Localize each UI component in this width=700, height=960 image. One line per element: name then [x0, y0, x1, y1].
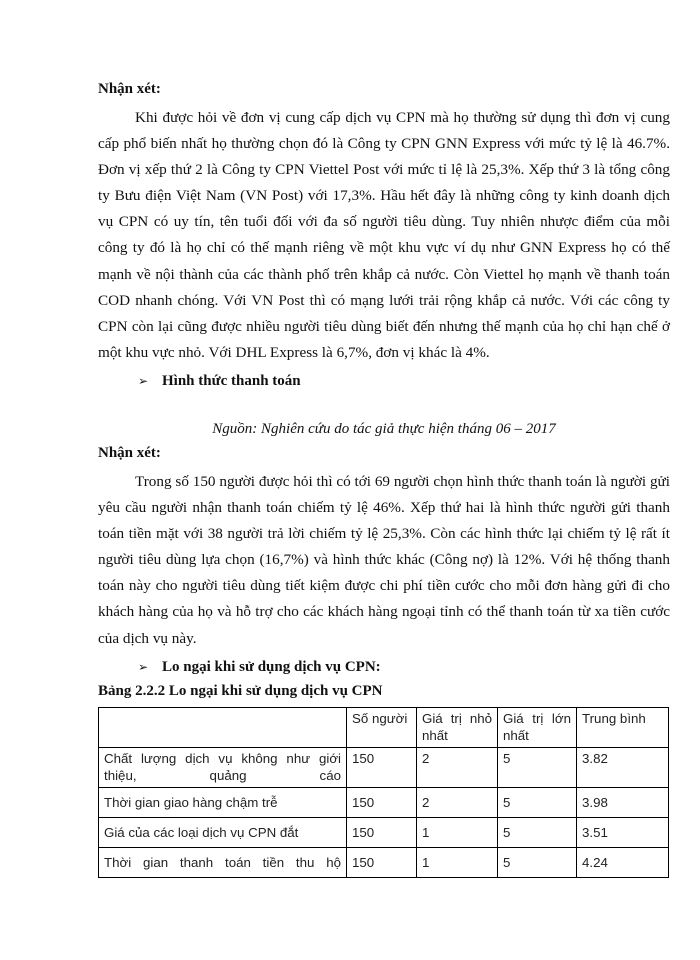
- bullet-heading-text: Lo ngại khi sử dụng dịch vụ CPN:: [162, 658, 381, 675]
- table-cell: Chất lượng dịch vụ không như giới thiệu, quảng cáo: [99, 747, 347, 787]
- table-cell: 1: [417, 817, 498, 847]
- table-cell: 150: [347, 847, 417, 877]
- section-heading: Nhận xét:: [98, 444, 161, 461]
- table-cell: 5: [498, 817, 577, 847]
- table-cell: 150: [347, 747, 417, 787]
- table-cell: 5: [498, 787, 577, 817]
- table-header-cell: Giá trị lớn nhất: [498, 707, 577, 747]
- table-cell: 2: [417, 747, 498, 787]
- table-cell: 4.24: [577, 847, 669, 877]
- document-page: [98, 78, 670, 878]
- arrow-bullet-icon: ➢: [138, 659, 149, 674]
- table-cell: Thời gian giao hàng chậm trễ: [99, 787, 347, 817]
- table-row: [99, 787, 669, 817]
- table-header-cell: Trung bình: [577, 707, 669, 747]
- bullet-heading: [98, 370, 670, 392]
- table-row: [99, 847, 669, 877]
- table-cell: 5: [498, 847, 577, 877]
- paragraph: Trong số 150 người được hỏi thì có tới 69 người chọn hình thức thanh toán là người gửi yêu cầu người nhận thanh toán chiếm tỷ lệ 46%. Xếp thứ hai là hình thức người gửi thanh toán tiền mặt với 38 người trả lời chiếm tỷ lệ 25,3%. Còn các hình thức lại chiếm tỷ lệ rất ít người tiêu dùng lựa chọn (16,7%) và hình thức khác (Công nợ) là 12%. Với hệ thống thanh toán này cho người tiêu dùng tiết kiệm được chi phí tiền cước cho mỗi đơn hàng gửi đi cho khách hàng của họ và hỗ trợ cho các khách hàng ngoại tỉnh có thể thanh toán từ xa tiền cước của dịch vụ này.: [98, 472, 670, 647]
- paragraph: Khi được hỏi về đơn vị cung cấp dịch vụ CPN mà họ thường sử dụng thì đơn vị cung cấp phổ biến nhất họ thường chọn đó là Công ty CPN GNN Express với mức tỷ lệ là 46.7%. Đơn vị xếp thứ 2 là Công ty CPN Viettel Post với mức tỉ lệ là 25,3%. Xếp thứ 3 là tổng công ty Bưu điện Việt Nam (VN Post) với 17,3%. Hầu hết đây là những công ty kinh doanh dịch vụ CPN có uy tín, tên tuổi đối với đa số người tiêu dùng. Tuy nhiên nhược điểm của mỗi công ty đó là họ chỉ có thế mạnh riêng về một khu vực ví dụ như GNN Express họ có thế mạnh về nội thành của các thành phố trên khắp cả nước. Còn Viettel họ mạnh về thanh toán COD nhanh chóng. Với VN Post thì có mạng lưới trải rộng khắp cả nước. Với các công ty CPN còn lại cũng được nhiều người tiêu dùng biết đến nhưng thế mạnh của họ chỉ hạn chế ở một khu vực nhỏ. Với DHL Express là 6,7%, đơn vị khác là 4%.: [98, 109, 670, 361]
- table-header-cell: Số người: [347, 707, 417, 747]
- table-cell: 3.82: [577, 747, 669, 787]
- table-cell: Thời gian thanh toán tiền thu hộ: [99, 847, 347, 877]
- table-cell: 5: [498, 747, 577, 787]
- table-header-cell: [99, 707, 347, 747]
- bullet-heading: [98, 656, 670, 678]
- table-row: [99, 747, 669, 787]
- table-cell: 150: [347, 817, 417, 847]
- table-title: Bảng 2.2.2 Lo ngại khi sử dụng dịch vụ CPN: [98, 682, 383, 699]
- bullet-heading-text: Hình thức thanh toán: [162, 372, 301, 389]
- table-cell: 3.98: [577, 787, 669, 817]
- source-caption: Nguồn: Nghiên cứu do tác giả thực hiện tháng 06 – 2017: [212, 420, 556, 437]
- data-table: [98, 707, 669, 878]
- table-header-cell: Giá trị nhỏ nhất: [417, 707, 498, 747]
- table-cell: 3.51: [577, 817, 669, 847]
- table-header-row: [99, 707, 669, 747]
- table-cell: 1: [417, 847, 498, 877]
- arrow-bullet-icon: ➢: [138, 373, 149, 388]
- table-cell: 150: [347, 787, 417, 817]
- section-heading: Nhận xét:: [98, 81, 161, 97]
- table-row: [99, 817, 669, 847]
- table-cell: Giá của các loại dịch vụ CPN đắt: [99, 817, 347, 847]
- table-cell: 2: [417, 787, 498, 817]
